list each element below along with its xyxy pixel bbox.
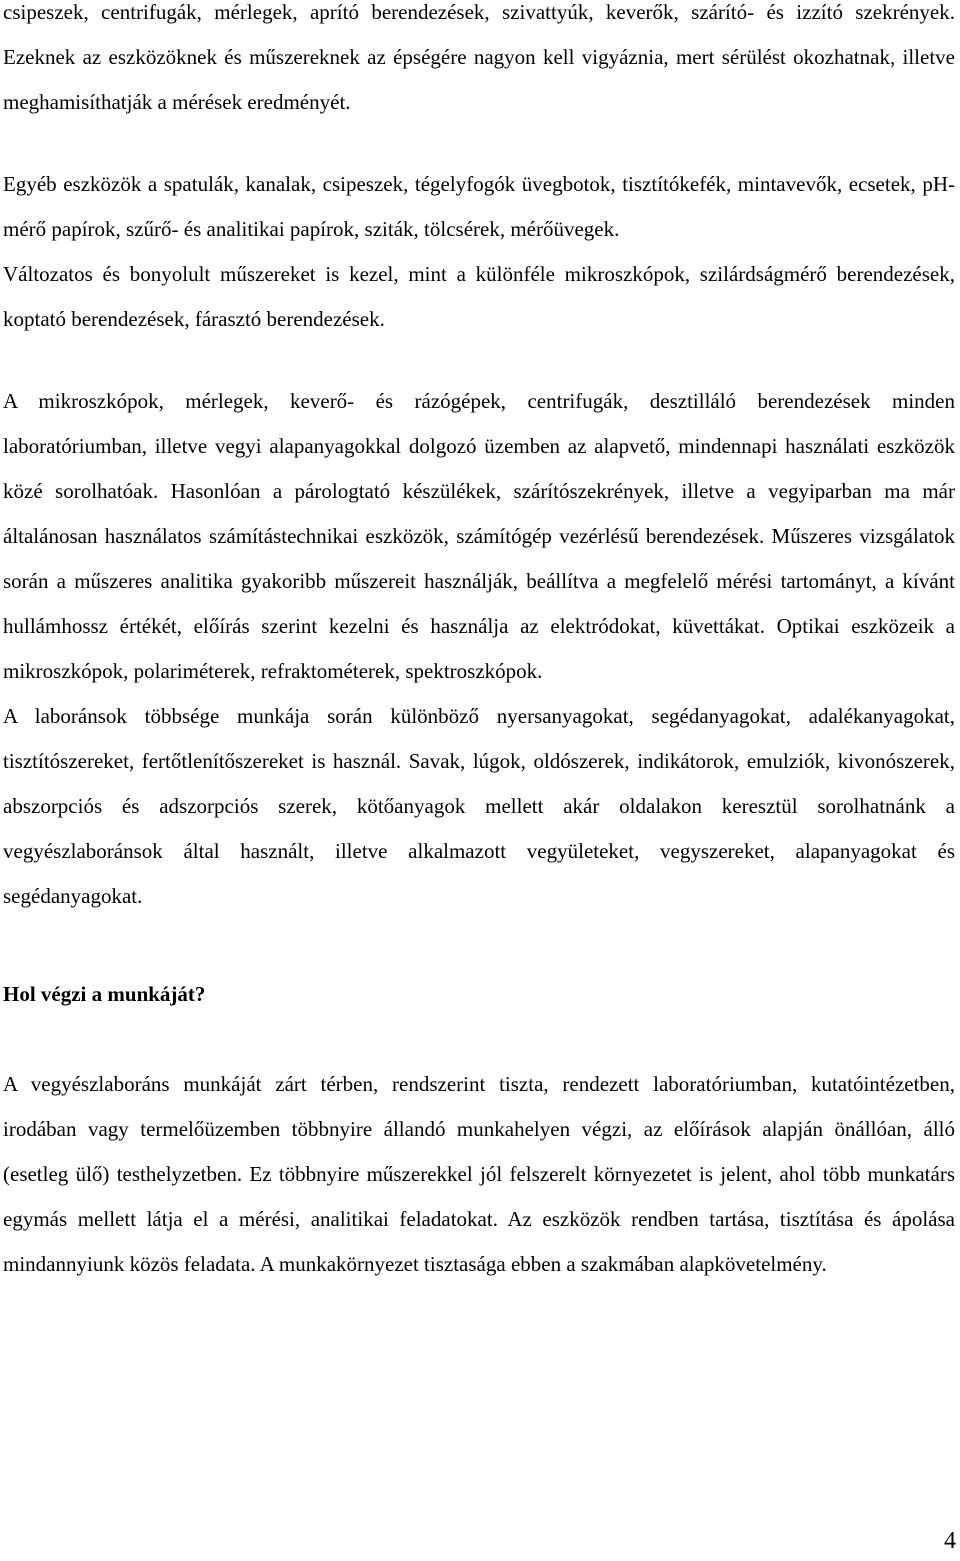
page-number: 4 <box>944 1528 956 1554</box>
document-page <box>3 0 955 1287</box>
paragraph-equipment-care: csipeszek, centrifugák, mérlegek, aprító berendezések, szivattyúk, keverők, szárító- és izzító szekrények. Ezeknek az eszközöknek és műszereknek az épségére nagyon kell vigyáznia, mert sérülést okozhatnak, illetve meghamisíthatják a mérések eredményét. <box>3 0 955 114</box>
paragraph-lab-instruments: A mikroszkópok, mérlegek, keverő- és rázógépek, centrifugák, desztilláló berendezések minden laboratóriumban, illetve vegyi alapanyagokkal dolgozó üzemben az alapvető, mindennapi használati eszközök közé sorolhatóak. Hasonlóan a párologtató készülékek, szárítószekrények, illetve a vegyiparban ma már általánosan használatos számítástechnikai eszközök, számítógép vezérlésű berendezések. Műszeres vizsgálatok során a műszeres analitika gyakoribb műszereit használják, beállítva a megfelelő mérési tartományt, a kívánt hullámhossz értékét, előírás szerint kezelni és használja az elektródokat, küvettákat. Optikai eszközeik a mikroszkópok, polariméterek, refraktométerek, spektroszkópok. <box>3 389 955 683</box>
paragraph-workplace: A vegyészlaboráns munkáját zárt térben, rendszerint tiszta, rendezett laboratóriumban, kutatóintézetben, irodában vagy termelőüzemben többnyire állandó munkahelyen végzi, az előírások alapján önállóan, álló (esetleg ülő) testhelyzetben. Ez többnyire műszerekkel jól felszerelt környezetet is jelent, ahol több munkatárs egymás mellett látja el a mérési, analitikai feladatokat. Az eszközök rendben tartása, tisztítása és ápolása mindannyiunk közös feladata. A munkakörnyezet tisztasága ebben a szakmában alapkövetelmény. <box>3 1072 955 1276</box>
paragraph-materials: A laboránsok többsége munkája során különböző nyersanyagokat, segédanyagokat, adalékanyagokat, tisztítószereket, fertőtlenítőszereket is használ. Savak, lúgok, oldószerek, indikátorok, emulziók, kivonószerek, abszorpciós és adszorpciós szerek, kötőanyagok mellett akár oldalakon keresztül sorolhatnánk a vegyészlaboránsok által használt, illetve alkalmazott vegyületeket, vegyszereket, alapanyagokat és segédanyagokat. <box>3 704 955 908</box>
paragraph-complex-instruments: Változatos és bonyolult műszereket is kezel, mint a különféle mikroszkópok, szilárdságmérő berendezések, koptató berendezések, fárasztó berendezések. <box>3 262 955 331</box>
section-heading: Hol végzi a munkáját? <box>3 982 206 1006</box>
paragraph-other-tools: Egyéb eszközök a spatulák, kanalak, csipeszek, tégelyfogók üvegbotok, tisztítókefék, mintavevők, ecsetek, pH-mérő papírok, szűrő- és analitikai papírok, sziták, tölcsérek, mérőüvegek. <box>3 172 955 241</box>
